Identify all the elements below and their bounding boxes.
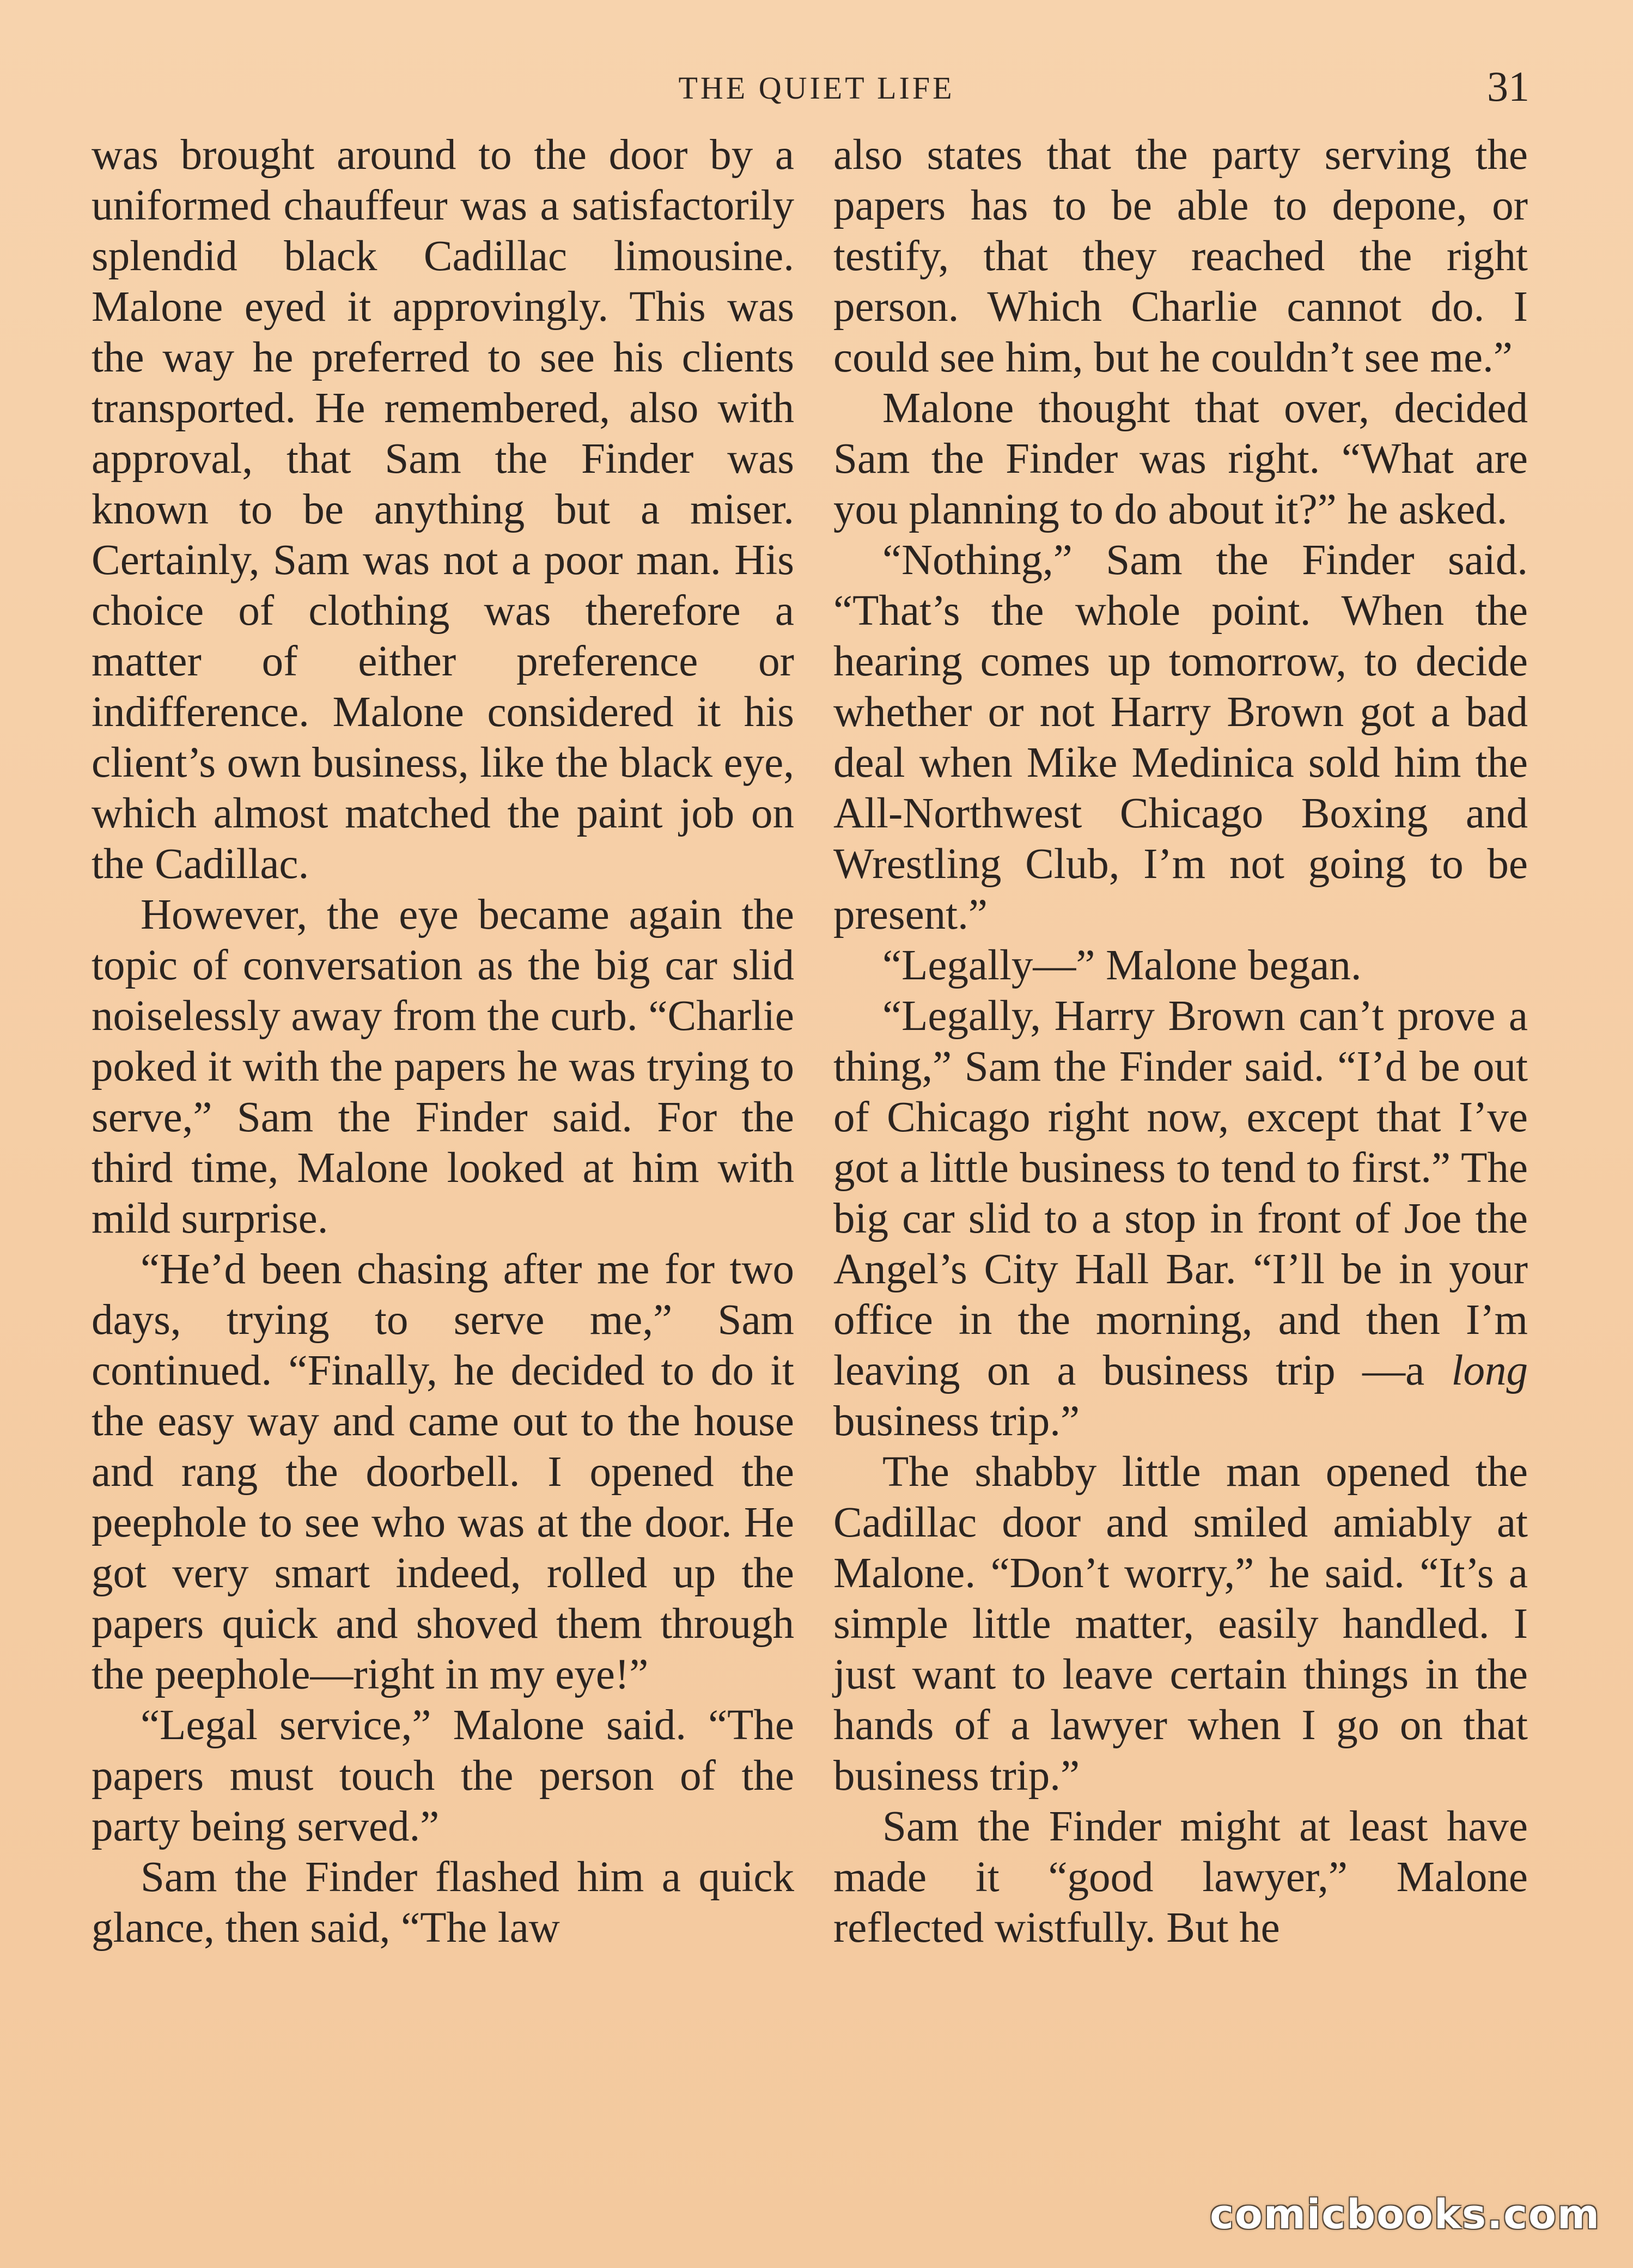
paragraph: “Legal service,” Malone said. “The papers must touch the person of the party being served.” <box>92 1702 794 1850</box>
paragraph-text: “Legally, Harry Brown can’t prove a thing,” Sam the Finder said. “I’d be out of Chicago right now, except that I’ve got a little business to tend to first.” The big car slid to a stop in front of Joe the Angel’s City Hall Bar. “I’ll be in your office in the morning, and then I’m leaving on a business trip <box>833 992 1528 1394</box>
italic-word: long <box>1451 1347 1528 1394</box>
paragraph-end-text: business trip.” <box>833 1398 1080 1445</box>
paragraph: was brought around to the door by a uniformed chauffeur was a satisfactorily splendid black Cadillac limousine. Malone eyed it approvingly. This was the way he preferred to see his clients transported. He remembered, also with approval, that Sam the Finder was known to be anything but a miser. Certainly, Sam was not a poor man. His choice of clothing was therefore a matter of either preference or indifference. Malone considered it his client’s own business, like the black eye, which almost matched the paint job on the Cadillac. <box>92 131 794 888</box>
paragraph: However, the eye became again the topic of conversation as the big car slid noiselessly away from the curb. “Charlie poked it with the papers he was trying to serve,” Sam the Finder said. For the third time, Malone looked at him with mild surprise. <box>92 891 794 1242</box>
right-column <box>833 130 1528 1953</box>
paragraph: “He’d been chasing after me for two days, trying to serve me,” Sam continued. “Finally, he decided to do it the easy way and came out to the house and rang the doorbell. I opened the peephole to see who was at the door. He got very smart indeed, rolled up the papers quick and shoved them through the peephole—right in my eye!” <box>92 1246 794 1698</box>
paragraph: “Legally—” Malone began. <box>882 942 1362 989</box>
paragraph: Sam the Finder might at least have made it “good lawyer,” Malone reflected wistfully. But he <box>833 1803 1528 1952</box>
page-header <box>0 65 1633 114</box>
paragraph: Sam the Finder flashed him a quick glance, then said, “The law <box>92 1854 794 1952</box>
running-head: THE QUIET LIFE <box>678 70 955 106</box>
paragraph: also states that the party serving the papers has to be able to depone, or testify, that they reached the right person. Which Charlie cannot do. I could see him, but he couldn’t see me.” <box>833 131 1528 381</box>
dash-text: —a <box>1362 1347 1452 1394</box>
paragraph: The shabby little man opened the Cadillac door and smiled amiably at Malone. “Don’t worry,” he said. “It’s a simple little matter, easily handled. I just want to leave certain things in the hands of a lawyer when I go on that business trip.” <box>833 1448 1528 1800</box>
page-number: 31 <box>1487 63 1530 110</box>
watermark: comicbooks.com <box>1210 2191 1600 2238</box>
paragraph <box>833 991 1528 1447</box>
left-column <box>92 130 794 1953</box>
paragraph: “Nothing,” Sam the Finder said. “That’s the whole point. When the hearing comes up tomorrow, to decide whether or not Harry Brown got a bad deal when Mike Medinica sold him the All-Northwest Chicago Boxing and Wrestling Club, I’m not going to be present.” <box>833 536 1528 938</box>
paragraph: Malone thought that over, decided Sam the Finder was right. “What are you planning to do about it?” he asked. <box>833 385 1528 533</box>
